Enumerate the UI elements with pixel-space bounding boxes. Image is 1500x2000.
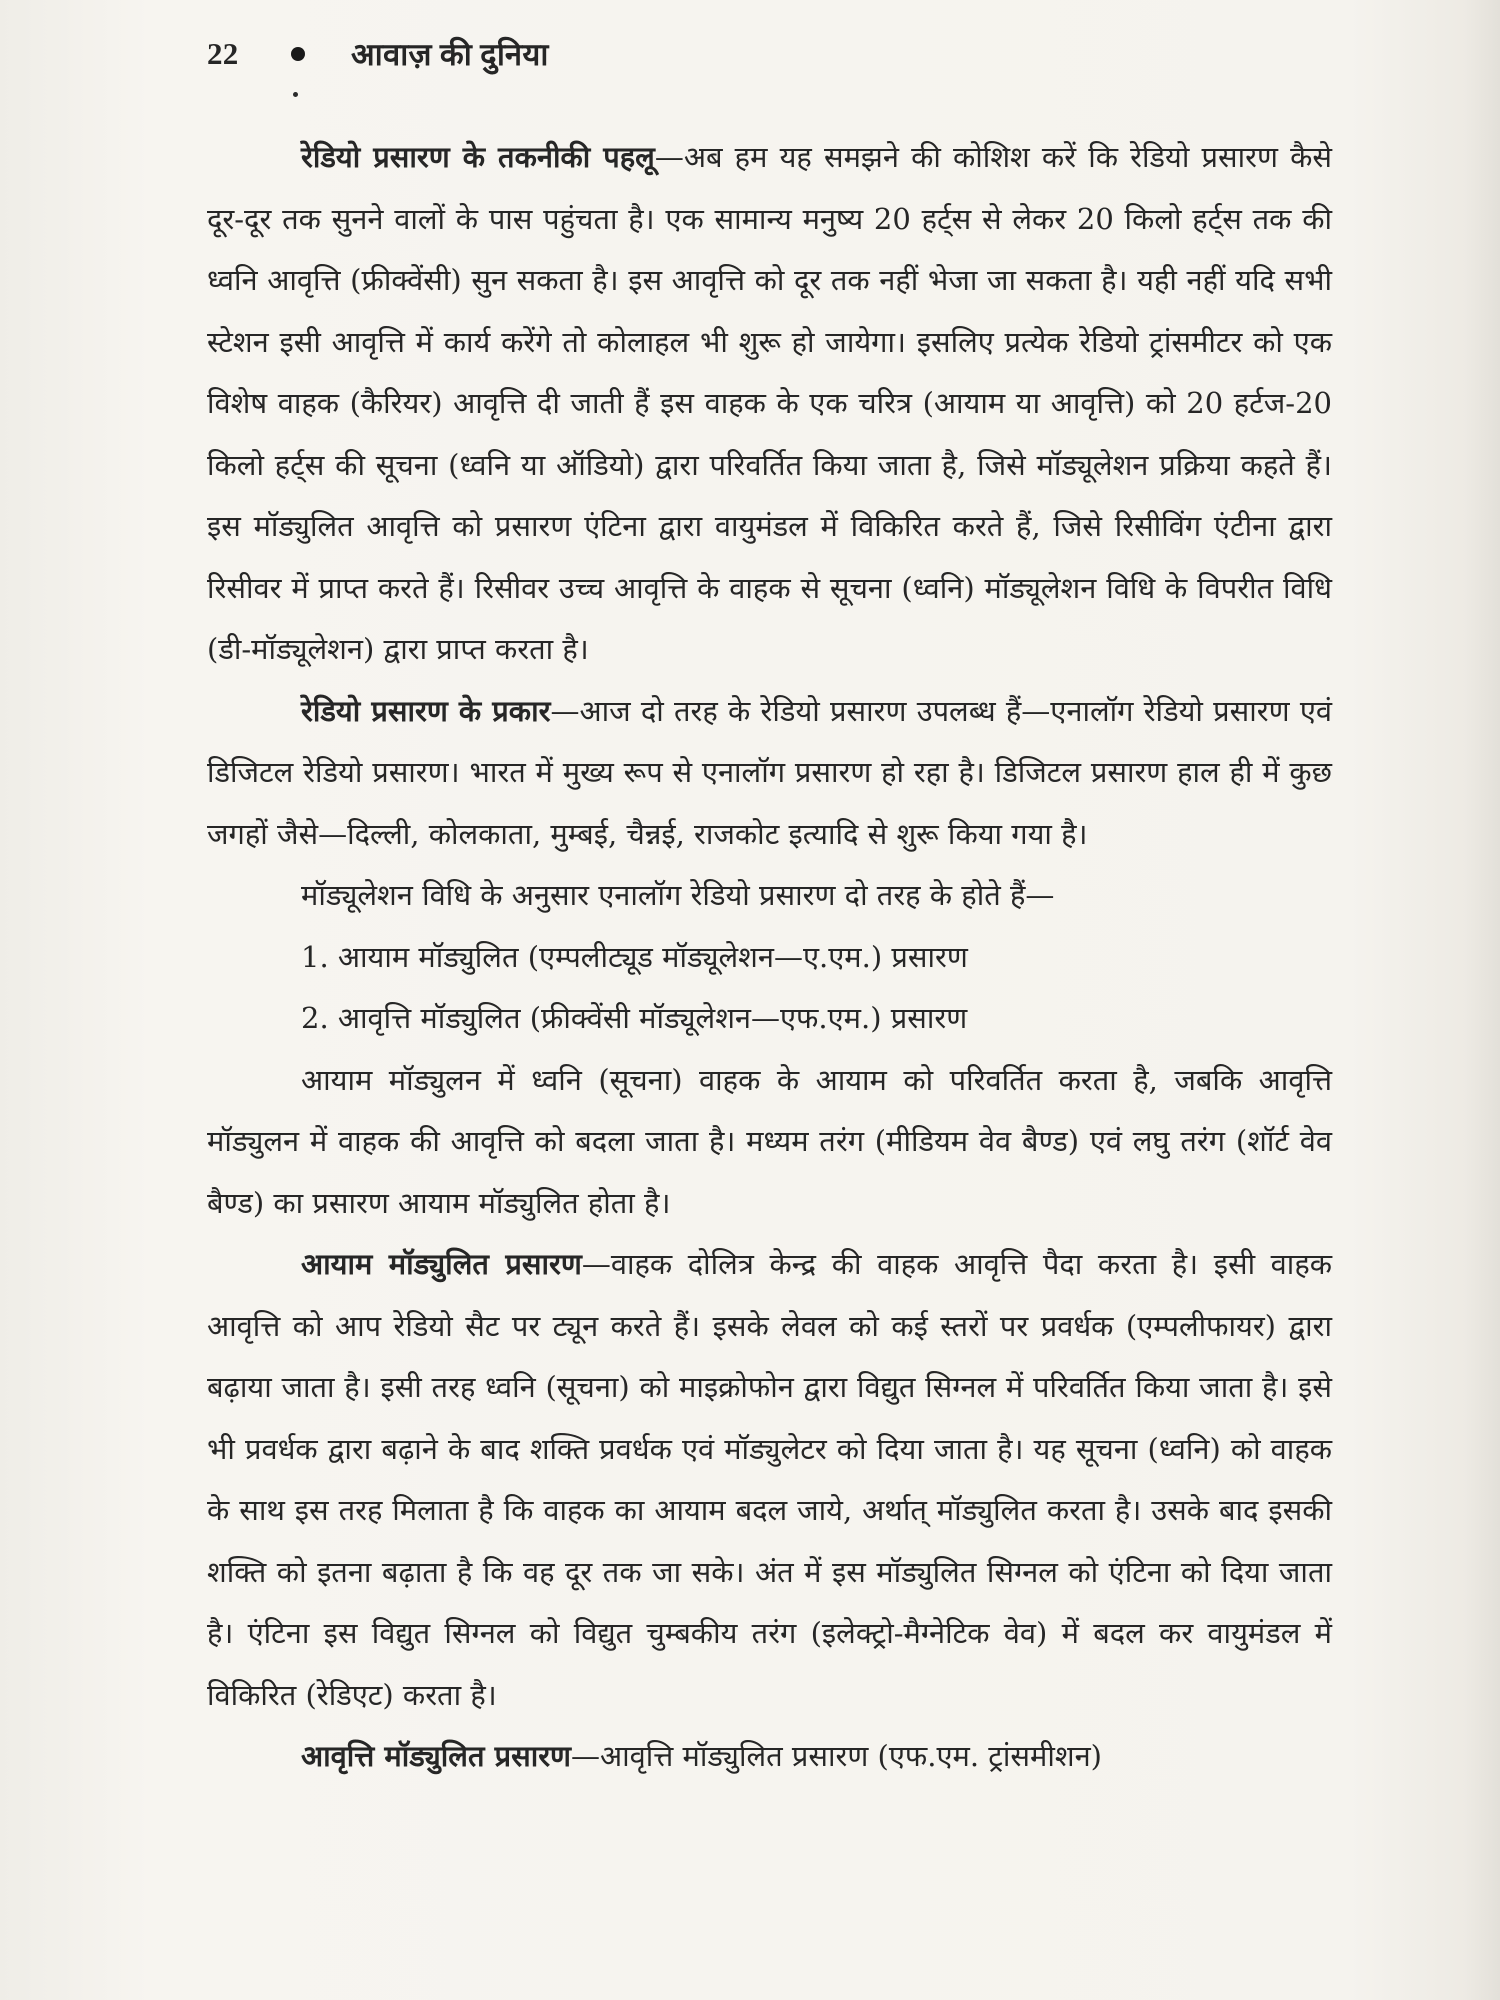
list-item: 1. आयाम मॉड्युलित (एम्पलीट्यूड मॉड्यूलेशन—ए.एम.) प्रसारण	[301, 939, 968, 974]
paragraph-heading: आवृत्ति मॉड्युलित प्रसारण	[301, 1739, 572, 1773]
list-item: 2. आवृत्ति मॉड्युलित (फ्रीक्वेंसी मॉड्यूलेशन—एफ.एम.) प्रसारण	[301, 1001, 968, 1035]
paragraph-am-broadcast	[207, 1234, 1332, 1726]
paragraph-heading: आयाम मॉड्युलित प्रसारण	[301, 1247, 582, 1281]
paragraph-broadcast-types	[207, 681, 1332, 866]
page-body	[207, 127, 1332, 1788]
paragraph-text: —अब हम यह समझने की कोशिश करें कि रेडियो प्रसारण कैसे दूर-दूर तक सुनने वालों के पास पहुंचता है। एक सामान्य मनुष्य 20 हर्ट्स से लेकर 20 किलो हर्ट्स तक की ध्वनि आवृत्ति (फ्रीक्वेंसी) सुन सकता है। इस आवृत्ति को दूर तक नहीं भेजा जा सकता है। यही नहीं यदि सभी स्टेशन इसी आवृत्ति में कार्य करेंगे तो कोलाहल भी शुरू हो जायेगा। इसलिए प्रत्येक रेडियो ट्रांसमीटर को एक विशेष वाहक (कैरियर) आवृत्ति दी जाती हैं इस वाहक के एक चरित्र (आयाम या आवृत्ति) को 20 हर्टज-20 किलो हर्ट्स की सूचना (ध्वनि या ऑडियो) द्वारा परिवर्तित किया जाता है, जिसे मॉड्यूलेशन प्रक्रिया कहते हैं। इस मॉड्युलित आवृत्ति को प्रसारण एंटिना द्वारा वायुमंडल में विकिरित करते हैं, जिसे रिसीविंग एंटीना द्वारा रिसीवर में प्राप्त करते हैं। रिसीवर उच्च आवृत्ति के वाहक से सूचना (ध्वनि) मॉड्यूलेशन विधि के विपरीत विधि (डी-मॉड्यूलेशन) द्वारा प्राप्त करता है।	[207, 140, 1333, 666]
paragraph-text: —आज दो तरह के रेडियो प्रसारण उपलब्ध हैं—एनालॉग रेडियो प्रसारण एवं डिजिटल रेडियो प्रसारण। भारत में मुख्य रूप से एनालॉग प्रसारण हो रहा है। डिजिटल प्रसारण हाल ही में कुछ जगहों जैसे—दिल्ली, कोलकाता, मुम्बई, चैन्नई, राजकोट इत्यादि से शुरू किया गया है।	[207, 693, 1332, 851]
paragraph-modulation-difference	[207, 1050, 1332, 1235]
bullet-icon	[291, 47, 305, 61]
paragraph-text: मॉड्यूलेशन विधि के अनुसार एनालॉग रेडियो प्रसारण दो तरह के होते हैं—	[301, 878, 1055, 912]
print-speck	[293, 92, 298, 97]
page-edge-shadow	[1464, 0, 1500, 2000]
running-head	[207, 28, 1332, 80]
paragraph-technical-aspects	[207, 127, 1332, 681]
paragraph-text: —आवृत्ति मॉड्युलित प्रसारण (एफ.एम. ट्रांसमीशन)	[571, 1739, 1102, 1773]
page-number: 22	[207, 36, 239, 71]
paragraph-text: —वाहक दोलित्र केन्द्र की वाहक आवृत्ति पैदा करता है। इसी वाहक आवृत्ति को आप रेडियो सैट पर ट्यून करते हैं। इसके लेवल को कई स्तरों पर प्रवर्धक (एम्पलीफायर) द्वारा बढ़ाया जाता है। इसी तरह ध्वनि (सूचना) को माइक्रोफोन द्वारा विद्युत सिग्नल में परिवर्तित किया जाता है। इसे भी प्रवर्धक द्वारा बढ़ाने के बाद शक्ति प्रवर्धक एवं मॉड्युलेटर को दिया जाता है। यह सूचना (ध्वनि) को वाहक के साथ इस तरह मिलाता है कि वाहक का आयाम बदल जाये, अर्थात् मॉड्युलित करता है। उसके बाद इसकी शक्ति को इतना बढ़ाता है कि वह दूर तक जा सके। अंत में इस मॉड्युलित सिग्नल को एंटिना को दिया जाता है। एंटिना इस विद्युत सिग्नल को विद्युत चुम्बकीय तरंग (इलेक्ट्रो-मैग्नेटिक वेव) में बदल कर वायुमंडल में विकिरित (रेडिएट) करता है।	[207, 1247, 1332, 1712]
paragraph-heading: रेडियो प्रसारण के प्रकार	[301, 693, 551, 728]
paragraph-text: आयाम मॉड्युलन में ध्वनि (सूचना) वाहक के आयाम को परिवर्तित करता है, जबकि आवृत्ति मॉड्युलन में वाहक की आवृत्ति को बदला जाता है। मध्यम तरंग (मीडियम वेव बैण्ड) एवं लघु तरंग (शॉर्ट वेव बैण्ड) का प्रसारण आयाम मॉड्युलित होता है।	[207, 1062, 1332, 1220]
paragraph-heading: रेडियो प्रसारण के तकनीकी पहलू	[301, 140, 655, 174]
book-title: आवाज़ की दुनिया	[351, 37, 549, 72]
paragraph-modulation-intro	[207, 865, 1332, 927]
paragraph-fm-broadcast	[207, 1726, 1332, 1788]
